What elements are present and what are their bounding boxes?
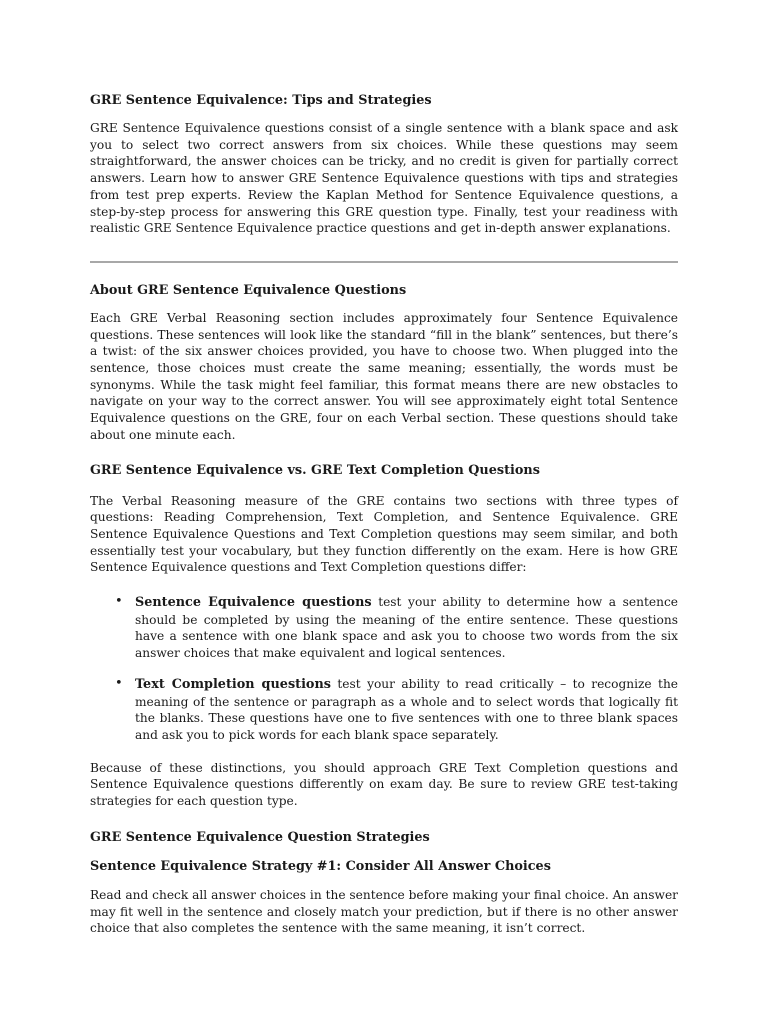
versus-heading: GRE Sentence Equivalence vs. GRE Text Completion Questions bbox=[90, 462, 540, 478]
intro-paragraph: GRE Sentence Equivalence questions consist of a single sentence with a blank space and ask you to select two correct answers from six choices. While these questions may seem straightforward, the answer choices can be tricky, and no credit is given for partially correct answers. Learn how to answer GRE Sentence Equivalence questions with tips and strategies from test prep experts. Review the Kaplan Method for Sentence Equivalence questions, a step-by-step process for answering this GRE question type. Finally, test your readiness with realistic GRE Sentence Equivalence practice questions and get in-depth answer explanations. bbox=[90, 121, 678, 236]
strategies-heading: GRE Sentence Equivalence Question Strategies bbox=[90, 829, 430, 845]
distinctions-paragraph: Because of these distinctions, you should approach GRE Text Completion questions and Sentence Equivalence questions differently on exam day. Be sure to review GRE test-taking strategies for each question type. bbox=[90, 760, 678, 809]
list-item-description: test your ability to determine how a sentence should be completed by using the meaning of the entire sentence. These questions have a sentence with one blank space and ask you to choose two words from the six answer choices that make equivalent and logical sentences. bbox=[135, 595, 678, 661]
list-item-description: test your ability to read critically – to recognize the meaning of the sentence or paragraph as a whole and to select words that logically fit the blanks. These questions have one to five sentences with one to three blank spaces and ask you to pick words for each blank space separately. bbox=[135, 676, 679, 742]
strategy-1-paragraph: Read and check all answer choices in the sentence before making your final choice. An answer may fit well in the sentence and closely match your prediction, but if there is no other answer choice that also completes the sentence with the same meaning, it isn’t correct. bbox=[90, 887, 678, 936]
about-paragraph: Each GRE Verbal Reasoning section includes approximately four Sentence Equivalence questions. These sentences will look like the standard “fill in the blank” sentences, but there’s a twist: of the six answer choices provided, you have to choose two. When plugged into the sentence, those choices must create the same meaning; essentially, the words must be synonyms. While the task might feel familiar, this format means there are new obstacles to navigate on your way to the correct answer. You will see approximately eight total Sentence Equivalence questions on the GRE, four on each Verbal section. These questions should take about one minute each. bbox=[90, 310, 678, 442]
list-item bbox=[115, 675, 679, 744]
list-item-term: Text Completion questions bbox=[135, 676, 331, 692]
list-item-text bbox=[135, 676, 678, 744]
bullet-icon: • bbox=[115, 594, 123, 610]
strategy-1-heading: Sentence Equivalence Strategy #1: Consider All Answer Choices bbox=[90, 858, 551, 874]
about-heading: About GRE Sentence Equivalence Questions bbox=[90, 282, 407, 298]
list-item-term: Sentence Equivalence questions bbox=[135, 595, 372, 611]
versus-paragraph: The Verbal Reasoning measure of the GRE contains two sections with three types of questions: Reading Comprehension, Text Completion, and Sentence Equivalence. GRE Sentence Equivalence Questions and Text Completion questions may seem similar, and both essentially test your vocabulary, but they function differently on the exam. Here is how GRE Sentence Equivalence questions and Text Completion questions differ: bbox=[90, 493, 678, 575]
comparison-list bbox=[90, 594, 678, 744]
bullet-icon: • bbox=[115, 675, 123, 691]
page-title: GRE Sentence Equivalence: Tips and Strategies bbox=[90, 93, 432, 108]
list-item bbox=[115, 594, 678, 662]
list-item-text bbox=[135, 594, 678, 662]
section-divider bbox=[90, 261, 678, 263]
